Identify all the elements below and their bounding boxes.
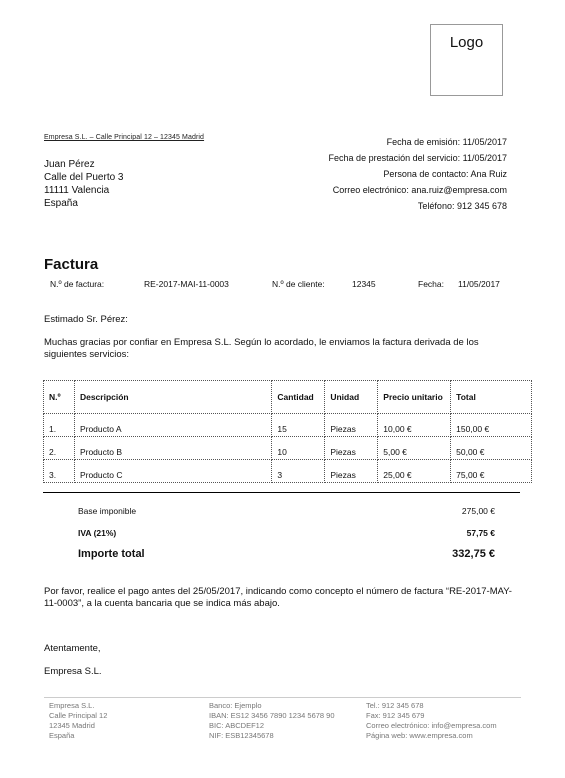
cell-quantity: 10 (272, 437, 325, 460)
invoice-number: RE-2017-MAI-11-0003 (144, 279, 229, 289)
recipient-address (44, 158, 124, 210)
col-header-quantity: Cantidad (272, 381, 325, 414)
cell-unit-price: 10,00 € (378, 414, 451, 437)
cell-total: 150,00 € (451, 414, 532, 437)
cell-description: Producto C (74, 460, 271, 483)
iva-value: 57,75 € (466, 528, 495, 538)
table-row (44, 437, 532, 460)
invoice-number-label: N.º de factura: (50, 279, 105, 289)
col-header-description: Descripción (74, 381, 271, 414)
footer-company (49, 701, 107, 741)
footer-nif: NIF: ESB12345678 (209, 731, 274, 740)
total-value: 332,75 € (452, 548, 495, 560)
base-label: Base imponible (78, 506, 137, 516)
footer-company-street: Calle Principal 12 (49, 711, 108, 720)
table-row (44, 460, 532, 483)
recipient-street: Calle del Puerto 3 (44, 172, 124, 183)
footer-contact (366, 701, 497, 741)
contact-email: Correo electrónico: ana.ruiz@empresa.com (332, 185, 507, 195)
col-header-unit: Unidad (325, 381, 378, 414)
table-row (44, 414, 532, 437)
issue-date: Fecha de emisión: 11/05/2017 (386, 137, 507, 147)
footer-divider (44, 697, 521, 698)
cell-description: Producto B (74, 437, 271, 460)
cell-number: 2. (44, 437, 75, 460)
items-table (43, 380, 532, 483)
cell-total: 50,00 € (451, 437, 532, 460)
greeting: Estimado Sr. Pérez: (44, 314, 128, 325)
col-header-total: Total (451, 381, 532, 414)
footer-company-name: Empresa S.L. (49, 701, 95, 710)
footer-bank (209, 701, 335, 741)
cell-total: 75,00 € (451, 460, 532, 483)
contact-person: Persona de contacto: Ana Ruiz (383, 169, 507, 179)
iva-label: IVA (21%) (78, 528, 117, 538)
client-number: 12345 (352, 279, 376, 289)
logo-placeholder (430, 24, 503, 96)
service-date: Fecha de prestación del servicio: 11/05/2017 (328, 153, 507, 163)
invoice-date: 11/05/2017 (458, 279, 500, 289)
footer-company-country: España (49, 731, 75, 740)
recipient-country: España (44, 198, 78, 209)
invoice-title: Factura (44, 256, 99, 273)
cell-unit-price: 25,00 € (378, 460, 451, 483)
cell-unit: Piezas (325, 437, 378, 460)
cell-number: 1. (44, 414, 75, 437)
cell-number: 3. (44, 460, 75, 483)
cell-unit-price: 5,00 € (378, 437, 451, 460)
cell-quantity: 3 (272, 460, 325, 483)
recipient-city: 11111 Valencia (44, 185, 110, 196)
totals-divider (43, 492, 520, 493)
footer-fax: Fax: 912 345 679 (366, 711, 425, 720)
col-header-number: N.º (44, 381, 75, 414)
footer-bank-name: Banco: Ejemplo (209, 701, 262, 710)
footer-bic: BIC: ABCDEF12 (209, 721, 265, 730)
base-value: 275,00 € (461, 506, 495, 516)
cell-description: Producto A (74, 414, 271, 437)
table-header-row (44, 381, 532, 414)
footer-iban: IBAN: ES12 3456 7890 1234 5678 90 (209, 711, 335, 720)
total-label: Importe total (78, 548, 145, 560)
col-header-unit-price: Precio unitario (378, 381, 451, 414)
date-label: Fecha: (418, 279, 444, 289)
recipient-name: Juan Pérez (44, 159, 95, 170)
footer-company-city: 12345 Madrid (49, 721, 95, 730)
logo-text: Logo (449, 34, 484, 51)
footer-email: Correo electrónico: info@empresa.com (366, 721, 497, 730)
client-number-label: N.º de cliente: (272, 279, 325, 289)
payment-note: Por favor, realice el pago antes del 25/05/2017, indicando como concepto el número de factura “RE-2017-MAY-11-0003”, a la cuenta bancaria que se indica más abajo. (44, 586, 512, 609)
cell-unit: Piezas (325, 414, 378, 437)
footer-phone: Tel.: 912 345 678 (366, 701, 424, 710)
cell-unit: Piezas (325, 460, 378, 483)
sender-address-line: Empresa S.L. – Calle Principal 12 – 12345 Madrid (44, 134, 205, 141)
cell-quantity: 15 (272, 414, 325, 437)
footer-website: Página web: www.empresa.com (366, 731, 473, 740)
contact-phone: Teléfono: 912 345 678 (417, 201, 507, 211)
intro-paragraph: Muchas gracias por confiar en Empresa S.L. Según lo acordado, le enviamos la factura derivada de los siguientes servicios: (44, 337, 479, 360)
signature: Empresa S.L. (44, 666, 102, 677)
closing: Atentamente, (44, 643, 101, 654)
invoice-meta (329, 134, 507, 214)
